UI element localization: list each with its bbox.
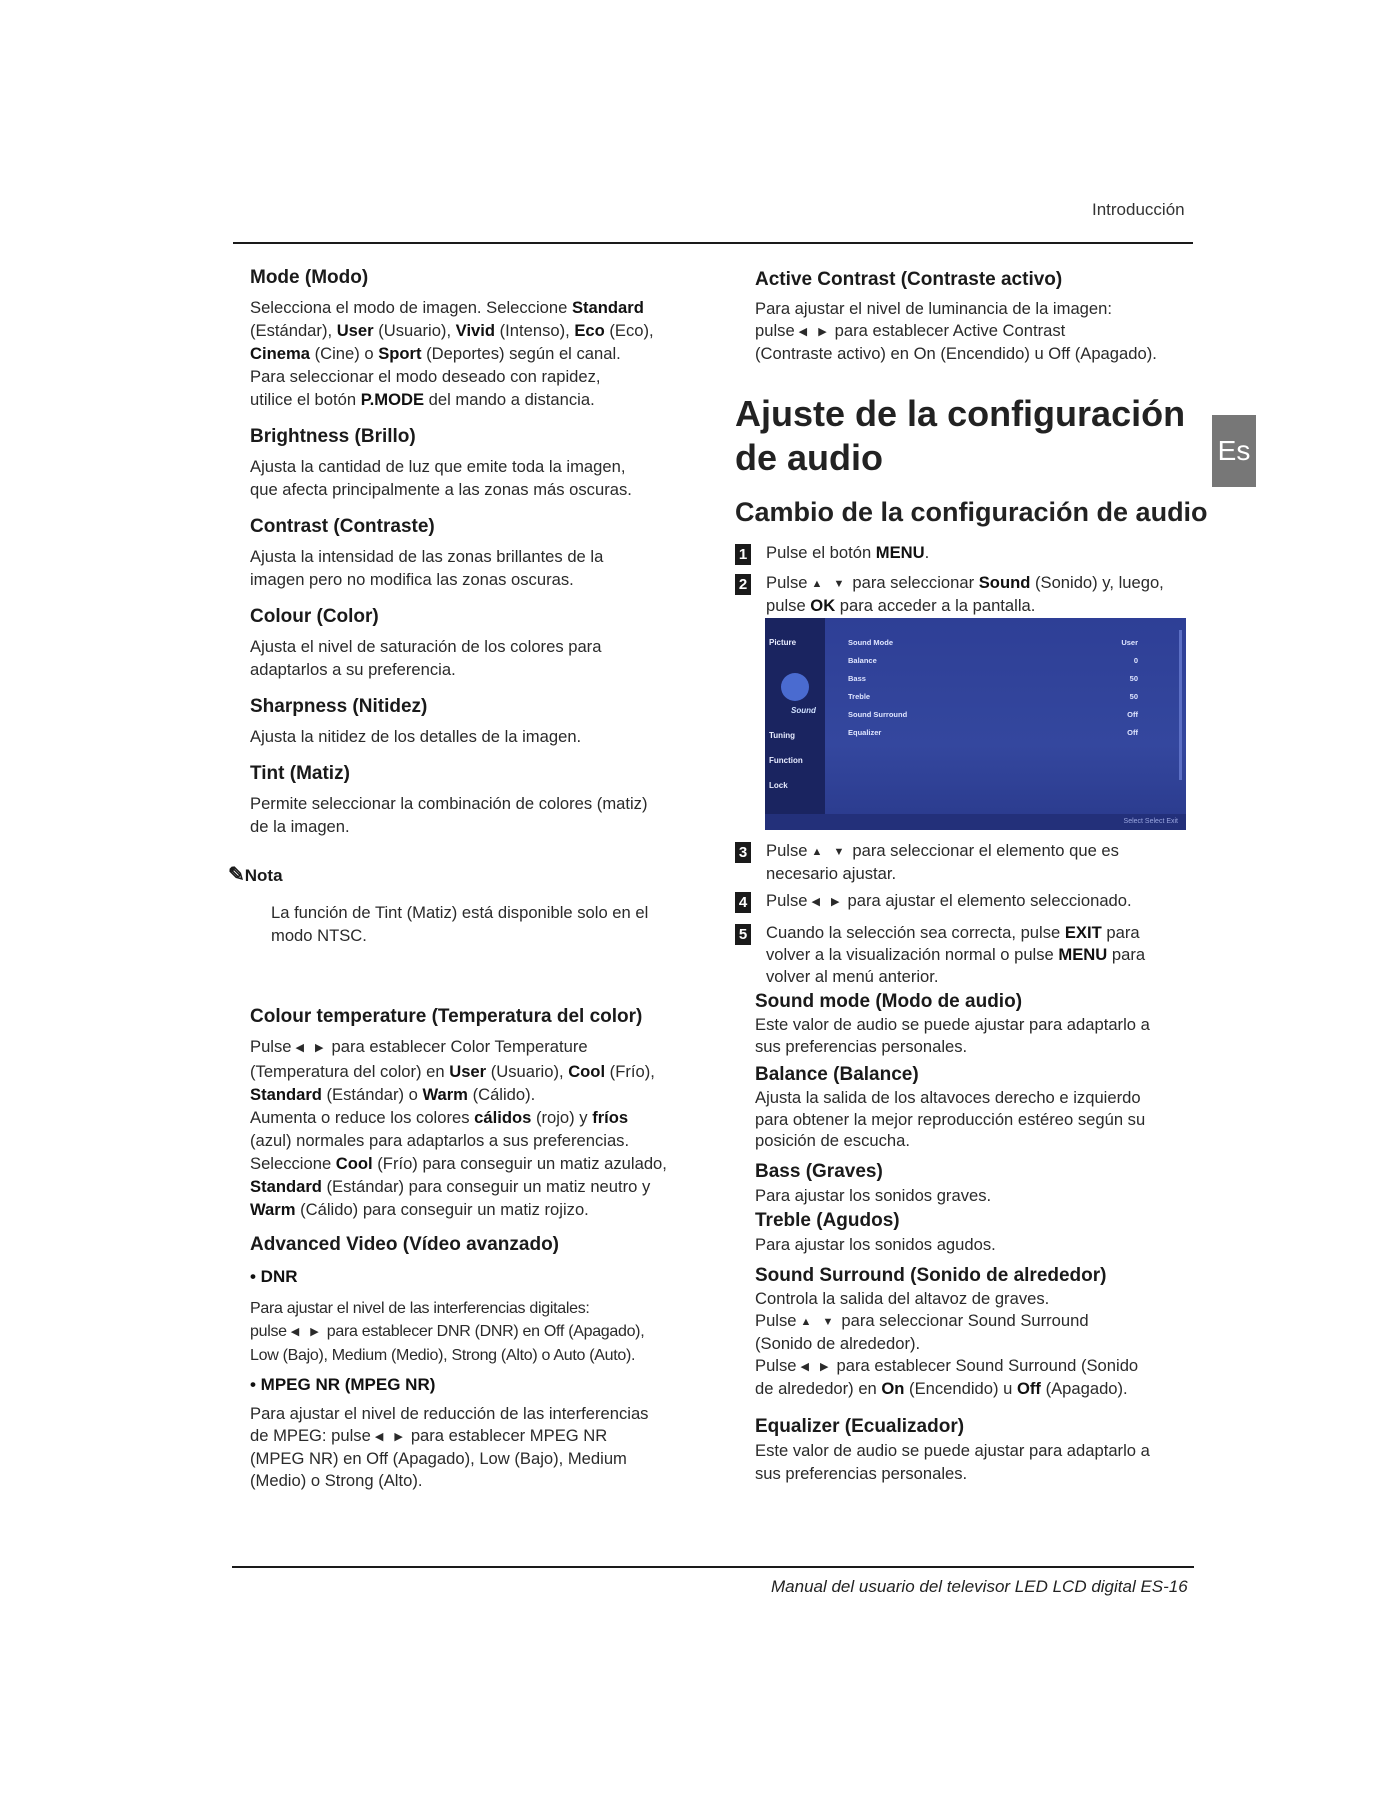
subheading: Cambio de la configuración de audio [735,497,1208,527]
active-contrast-text: Para ajustar el nivel de luminancia de la imagen: pulse ◀ ▶ para establecer Active Contrast (Contraste activo) en On (Encendido) u Off (Apagado). [755,299,1157,363]
brightness-text: Ajusta la cantidad de luz que emite toda la imagen, que afecta principalmente a las zonas más oscuras. [250,457,632,499]
menu-item-lock: Lock [769,781,788,790]
mode-text: Selecciona el modo de imagen. Seleccione Standard (Estándar), User (Usuario), Vivid (Intenso), Eco (Eco), Cinema (Cine) o Sport (Deportes) según el canal. Para seleccionar el modo deseado con rapidez, utilice el botón P.MODE del mando a distancia. [250,298,654,409]
active-contrast-section [755,268,1195,365]
colour-title: Colour (Color) [250,606,379,627]
menu-hint-bar: Select Select Exit [765,814,1186,830]
language-tab: Es [1212,415,1256,487]
dnr-text: Para ajustar el nivel de las interferencias digitales: pulse ◀ ▶ para establecer DNR (DNR) en Off (Apagado), Low (Bajo), Medium (Medio), Strong (Alto) o Auto (Auto). [250,1300,645,1364]
menu-row: Bass 50 [848,674,1138,683]
step-number: 5 [735,924,751,945]
treble-text: Para ajustar los sonidos agudos. [755,1235,996,1254]
sharpness-text: Ajusta la nitidez de los detalles de la imagen. [250,727,582,746]
equalizer-section [755,1415,1195,1485]
sound-mode-section [755,990,1195,1058]
step-number: 2 [735,574,751,595]
colour-temperature-text: Pulse ◀ ▶ para establecer Color Temperature (Temperatura del color) en User (Usuario), Cool (Frío), Standard (Estándar) o Warm (Cálido). Aumenta o reduce los colores cálidos (rojo) y fríos (azul) normales para adaptarlos a sus preferencias. Seleccione Cool (Frío) para conseguir un matiz azulado, Standard (Estándar) para conseguir un matiz neutro y Warm (Cálido) para conseguir un matiz rojizo. [250,1037,667,1219]
contrast-title: Contrast (Contraste) [250,516,435,537]
step-number: 4 [735,892,751,913]
left-right-arrows-icon: ◀ ▶ [800,1361,833,1373]
bass-section [755,1160,1195,1207]
footer-rule [232,1566,1194,1568]
step-5: 5 Cuando la selección sea correcta, pulse EXIT para volver a la visualización normal o pulse MENU para volver al menú anterior. [735,922,1195,988]
up-down-arrows-icon: ▲ ▼ [811,578,849,590]
menu-item-sound: Sound [791,706,816,715]
bass-title: Bass (Graves) [755,1161,883,1182]
colour-text: Ajusta el nivel de saturación de los colores para adaptarlos a su preferencia. [250,637,602,679]
colour-section [250,605,690,681]
menu-item-picture: Picture [769,638,797,647]
menu-item-function: Function [769,756,803,765]
step-3: 3 Pulse ▲ ▼ para seleccionar el elemento que es necesario ajustar. [735,840,1195,885]
left-right-arrows-icon: ◀ ▶ [290,1326,323,1338]
active-contrast-title: Active Contrast (Contraste activo) [755,269,1063,290]
up-down-arrows-icon: ▲ ▼ [811,846,849,858]
tv-sound-menu-screenshot [765,618,1186,830]
step-1: 1 Pulse el botón MENU. [735,542,1195,564]
equalizer-text: Este valor de audio se puede ajustar para adaptarlo a sus preferencias personales. [755,1441,1150,1483]
tint-text: Permite seleccionar la combinación de colores (matiz) de la imagen. [250,794,648,836]
note-text: La función de Tint (Matiz) está disponible solo en el modo NTSC. [271,903,649,945]
step-2: 2 Pulse ▲ ▼ para seleccionar Sound (Sonido) y, luego, pulse OK para acceder a la pantalla. [735,572,1195,617]
sharpness-section [250,695,690,748]
mode-section [250,266,690,411]
mode-title: Mode (Modo) [250,267,369,288]
header-rule [233,242,1193,244]
treble-title: Treble (Agudos) [755,1210,900,1231]
left-right-arrows-icon: ◀ ▶ [295,1042,328,1054]
sound-surround-section [755,1264,1195,1400]
menu-row: Equalizer Off [848,728,1138,737]
balance-title: Balance (Balance) [755,1064,919,1085]
left-right-arrows-icon: ◀ ▶ [798,325,831,338]
brightness-title: Brightness (Brillo) [250,426,416,447]
mpeg-nr-heading: • MPEG NR (MPEG NR) [250,1375,436,1394]
page-heading: Ajuste de la configuración de audio [735,393,1186,478]
menu-row: Sound Mode User [848,638,1138,647]
mpeg-nr-text: Para ajustar el nivel de reducción de las interferencias de MPEG: pulse ◀ ▶ para establecer MPEG NR (MPEG NR) en Off (Apagado), Low (Bajo), Medium (Medio) o Strong (Alto). [250,1404,649,1490]
footer-text: Manual del usuario del televisor LED LCD digital ES-16 [771,1577,1188,1596]
menu-sidebar [765,618,825,830]
left-right-arrows-icon: ◀ ▶ [374,1430,407,1443]
menu-row: Sound Surround Off [848,710,1138,719]
step-4: 4 Pulse ◀ ▶ para ajustar el elemento seleccionado. [735,890,1195,913]
dnr-heading: • DNR [250,1267,298,1286]
equalizer-title: Equalizer (Ecualizador) [755,1416,965,1437]
sound-surround-text: Controla la salida del altavoz de graves. Pulse ▲ ▼ para seleccionar Sound Surround (Sonido de alrededor). Pulse ◀ ▶ para establecer Sound Surround (Sonido de alrededor) en On (Encendido) u Off (Apagado). [755,1289,1139,1398]
menu-scrollbar [1179,630,1182,780]
step-number: 3 [735,842,751,863]
colour-temperature-section [250,1005,700,1221]
tint-section [250,762,690,838]
pencil-icon: ✎ [228,864,245,886]
sound-mode-title: Sound mode (Modo de audio) [755,991,1023,1012]
contrast-section [250,515,690,591]
colour-temperature-title: Colour temperature (Temperatura del color) [250,1006,643,1027]
note-section [228,862,688,947]
menu-row: Treble 50 [848,692,1138,701]
menu-row: Balance 0 [848,656,1138,665]
note-heading: ✎Nota [228,864,283,886]
tint-title: Tint (Matiz) [250,763,350,784]
balance-text: Ajusta la salida de los altavoces derecho e izquierdo para obtener la mejor reproducción estéreo según su posición de escucha. [755,1088,1146,1150]
balance-section [755,1063,1195,1152]
brightness-section [250,425,690,501]
sharpness-title: Sharpness (Nitidez) [250,696,428,717]
menu-item-tuning: Tuning [769,731,796,740]
sound-icon [781,673,809,701]
up-down-arrows-icon: ▲ ▼ [800,1316,838,1328]
sound-surround-title: Sound Surround (Sonido de alrededor) [755,1265,1107,1286]
advanced-video-title: Advanced Video (Vídeo avanzado) [250,1234,560,1255]
step-number: 1 [735,544,751,565]
sound-mode-text: Este valor de audio se puede ajustar para adaptarlo a sus preferencias personales. [755,1015,1150,1056]
advanced-video-section [250,1233,700,1491]
treble-section [755,1209,1195,1256]
left-right-arrows-icon: ◀ ▶ [811,896,844,908]
section-header: Introducción [1092,200,1185,219]
bass-text: Para ajustar los sonidos graves. [755,1186,992,1205]
contrast-text: Ajusta la intensidad de las zonas brillantes de la imagen pero no modifica las zonas oscuras. [250,547,604,589]
